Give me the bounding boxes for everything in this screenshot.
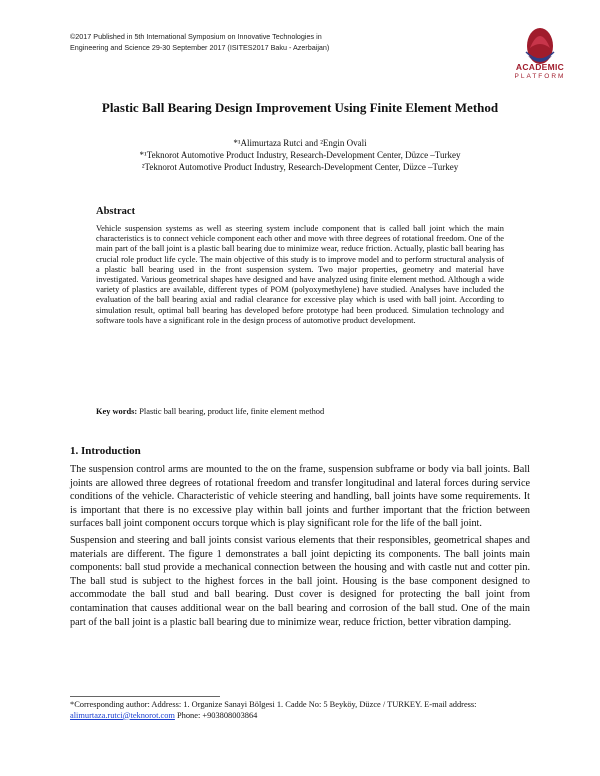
- corresponding-author-footnote: [70, 700, 530, 721]
- introduction-paragraph-2: [70, 534, 530, 629]
- paper-title: Plastic Ball Bearing Design Improvement Using Finite Element Method: [101, 100, 499, 115]
- keywords-label: Key words:: [96, 407, 138, 416]
- paragraph-text: Suspension and steering and ball joints consist various elements that their responsibles, geometrical shapes and materials are different. The figure 1 demonstrates a ball joint depicting its components. The ball joints main components: ball stud provide a mechanical connection between the housing and with castle nut and cotter pin. The ball stud is subject to the highest forces in the ball joint. Housing is the base component designed to accommodate the ball stud and ball bearing. Dust cover is designed for protecting the ball joint from contamination that causes additional wear on the ball bearing and corrosion of the ball stud. One of the main part of the ball joint is a plastic ball bearing due to minimize wear, reduce friction, better vibration damping.: [70, 535, 530, 628]
- abstract-heading: Abstract: [96, 206, 136, 217]
- paragraph-text: The suspension control arms are mounted to the on the frame, suspension subframe or body via ball joints. Ball joints are allowed three degrees of rotational freedom and transfer longitudinal and lateral forces during service conditions of the vehicle. Characteristic of vehicle steering and handling, ball joints have some requirements. It is important that there is no excessive play within ball joints and further important that the friction between surfaces ball joint component occurs torque which is play significant role for the life of the ball joint.: [70, 464, 530, 530]
- keywords-text: Plastic ball bearing, product life, finite element method: [139, 407, 325, 416]
- author-block: [60, 137, 540, 173]
- conference-line-2: Engineering and Science 29-30 September 2017 (ISITES2017 Baku - Azerbaijan): [70, 42, 330, 52]
- author-email-link[interactable]: alimurtaza.rutci@teknorot.com: [70, 710, 175, 720]
- section-heading-introduction: 1. Introduction: [70, 445, 141, 457]
- keywords: [96, 407, 504, 416]
- logo-text-line-1: ACADEMIC: [515, 62, 565, 72]
- abstract-text: Vehicle suspension systems as well as steering system include component that is called ball joint which the main characteristics is to connect vehicle component each other and move with three degrees of rotational freedom. One of the main part of the ball joint is a plastic ball bearing due to minimize wear, reduce friction. Actually, plastic ball bearing has crucial role product life cycle. The main objective of this study is to improve model and to perform structural analysis of a plastic ball bearing used in the front suspension system. Two major properties, geometry and material have investigated. Various geometrical shapes have designed and have analyzed using finite element method. Although a wide variety of plastics are available, different types of POM (polyoxymethylene) have studied. Analyses have included the evaluation of the ball bearing axial and radial clearance for excessive play which is used with ball joint. According to simulation result, optimal ball bearing has developed before prototype had been produced. Simulation technology and software tools have a significant role in the design process of automotive product development.: [96, 224, 504, 325]
- footnote-phone: Phone: +903808003864: [177, 710, 258, 720]
- affiliation-1: *¹Teknorot Automotive Product Industry, Research-Development Center, Düzce –Turkey: [139, 150, 461, 160]
- logo-text: [500, 63, 580, 81]
- footnote-text: *Corresponding author: Address: 1. Organize Sanayi Bölgesi 1. Cadde No: 5 Beyköy, Düzce / TURKEY. E-mail address:: [70, 700, 477, 709]
- logo-text-line-2: PLATFORM: [514, 73, 566, 80]
- conference-info: [70, 32, 490, 53]
- footnote-divider: [70, 696, 220, 697]
- author-names: *¹Alimurtaza Rutci and ²Engin Ovali: [233, 138, 367, 148]
- conference-line-1: ©2017 Published in 5th International Symposium on Innovative Technologies in: [70, 32, 322, 41]
- affiliation-2: ²Teknorot Automotive Product Industry, Research-Development Center, Düzce –Turkey: [141, 162, 459, 172]
- abstract-body: [96, 224, 504, 326]
- introduction-paragraph-1: [70, 463, 530, 531]
